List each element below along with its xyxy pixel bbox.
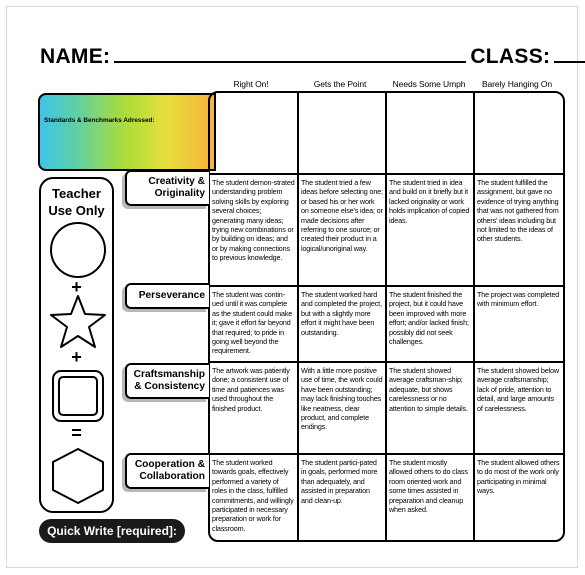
- criterion-title-line: & Consistency: [134, 381, 205, 392]
- criterion-title-line: Perseverance: [138, 290, 205, 301]
- rubric-cell-craftsmanship-needs-umph: The student showed average craftsman-ship; adequate, but shows carelessness or no attention to simple details.: [389, 366, 468, 413]
- teacher-label-line: Use Only: [48, 203, 105, 218]
- rubric-cell-cooperation-gets-point: The student partici-pated in goals, performed more than adequately, and assisted in preparation and clean-up.: [301, 458, 378, 505]
- grid-divider: [473, 93, 475, 540]
- rubric-cell-cooperation-barely: The student allowed others to do most of the work only participating in minimal ways.: [477, 458, 560, 496]
- name-blank: [114, 45, 466, 63]
- rubric-cell-creativity-right-on: The student demon-strated understanding problem solving skills by exploring several choices; generating many ideas; trying new combinations or by building on ideas; and or by making connections to previous knowledge.: [212, 178, 295, 263]
- criterion-craftsmanship-title: [134, 369, 205, 393]
- grid-divider: [210, 173, 563, 175]
- column-header-barely-hanging-on: Barely Hanging On: [481, 79, 553, 89]
- column-header-gets-the-point: Gets the Point: [313, 79, 367, 89]
- standards-label: Standards & Benchmarks Adressed:: [44, 117, 155, 124]
- grid-divider: [297, 93, 299, 540]
- name-label: NAME:: [40, 45, 111, 68]
- criterion-title-line: Originality: [154, 188, 205, 199]
- rubric-cell-cooperation-right-on: The student worked towards goals, effectively performed a variety of roles in the class, fulfilled commitments, and willingly participated in necessary preparation or work for classroom.: [212, 458, 294, 533]
- plus-sign: +: [71, 277, 82, 297]
- criterion-perseverance: [125, 283, 209, 309]
- circle-icon: [49, 221, 107, 279]
- criterion-cooperation: [125, 453, 209, 489]
- grid-divider: [385, 93, 387, 540]
- criterion-title-line: Collaboration: [139, 471, 205, 482]
- criterion-perseverance-title: [139, 290, 205, 302]
- standards-banner: [38, 93, 216, 171]
- rubric-cell-craftsmanship-barely: The student showed below average craftsmanship; lack of pride, attention to detail, and large amounts of carelessness.: [477, 366, 559, 413]
- rubric-cell-perseverance-needs-umph: The student finished the project, but it could have been improved with more effort; and/or lacked finish; possibly did not seek challenges.: [389, 290, 469, 347]
- square-icon: [51, 369, 105, 423]
- criterion-creativity-title: [148, 176, 205, 200]
- plus-sign: +: [71, 347, 82, 367]
- rubric-cell-perseverance-right-on: The student was contin-ued until it was complete as the student could make it; gave it effort far beyond that required; to pride in going well beyond the requirement.: [212, 290, 293, 356]
- criterion-cooperation-title: [135, 459, 205, 483]
- rubric-cell-creativity-barely: The student fulfilled the assignment, but gave no evidence of trying anything that was not gathered from others' ideas including but not limited to the ideas of other students.: [477, 178, 559, 244]
- teacher-use-only-box: [39, 177, 114, 513]
- rubric-cell-cooperation-needs-umph: The student mostly allowed others to do class room oriented work and some times assisted in preparation and cleanup when asked.: [389, 458, 468, 515]
- criterion-creativity: [125, 170, 209, 206]
- rubric-cell-craftsmanship-right-on: The artwork was patiently done; a consistent use of time and patiences was used throughout the finished product.: [212, 366, 290, 413]
- rubric-cell-perseverance-gets-point: The student worked hard and completed the project, but with a slightly more effort it might have been outstanding.: [301, 290, 382, 337]
- teacher-label-line: Teacher: [52, 186, 101, 201]
- column-header-needs-some-umph: Needs Some Umph: [392, 79, 466, 89]
- name-class-header: [40, 45, 560, 71]
- criterion-title-line: Craftsmanship: [133, 369, 205, 380]
- quick-write-label: Quick Write [required]:: [39, 519, 185, 543]
- grid-divider: [210, 285, 563, 287]
- class-blank: [554, 45, 585, 63]
- grid-divider: [210, 453, 563, 455]
- criterion-title-line: Cooperation &: [134, 459, 205, 470]
- criterion-title-line: Creativity &: [148, 176, 205, 187]
- grid-divider: [210, 361, 563, 363]
- rubric-cell-perseverance-barely: The project was completed with minimum effort.: [477, 290, 560, 309]
- column-header-right-on: Right On!: [233, 79, 269, 89]
- teacher-use-only-label: [41, 185, 112, 219]
- equals-sign: =: [71, 423, 82, 443]
- star-icon: [48, 294, 108, 350]
- criterion-craftsmanship: [125, 363, 209, 399]
- rubric-cell-creativity-needs-umph: The student tried in idea and build on it briefly but it lacked originality or work holds implication of copied ideas.: [389, 178, 470, 225]
- rubric-cell-creativity-gets-point: The student tried a few ideas before selecting one; or based his or her work on someone else's idea; or made decisions after referring to one source; or created their product in a logical/unoriginal way.: [301, 178, 383, 253]
- rubric-grid: [208, 91, 565, 542]
- rubric-cell-craftsmanship-gets-point: With a little more positive use of time, the work could have been outstanding; may lack finishing touches like neatness, clear product, and complete endings.: [301, 366, 383, 432]
- rubric-sheet: [6, 6, 578, 568]
- class-label: CLASS:: [470, 45, 551, 68]
- hexagon-icon: [50, 447, 106, 505]
